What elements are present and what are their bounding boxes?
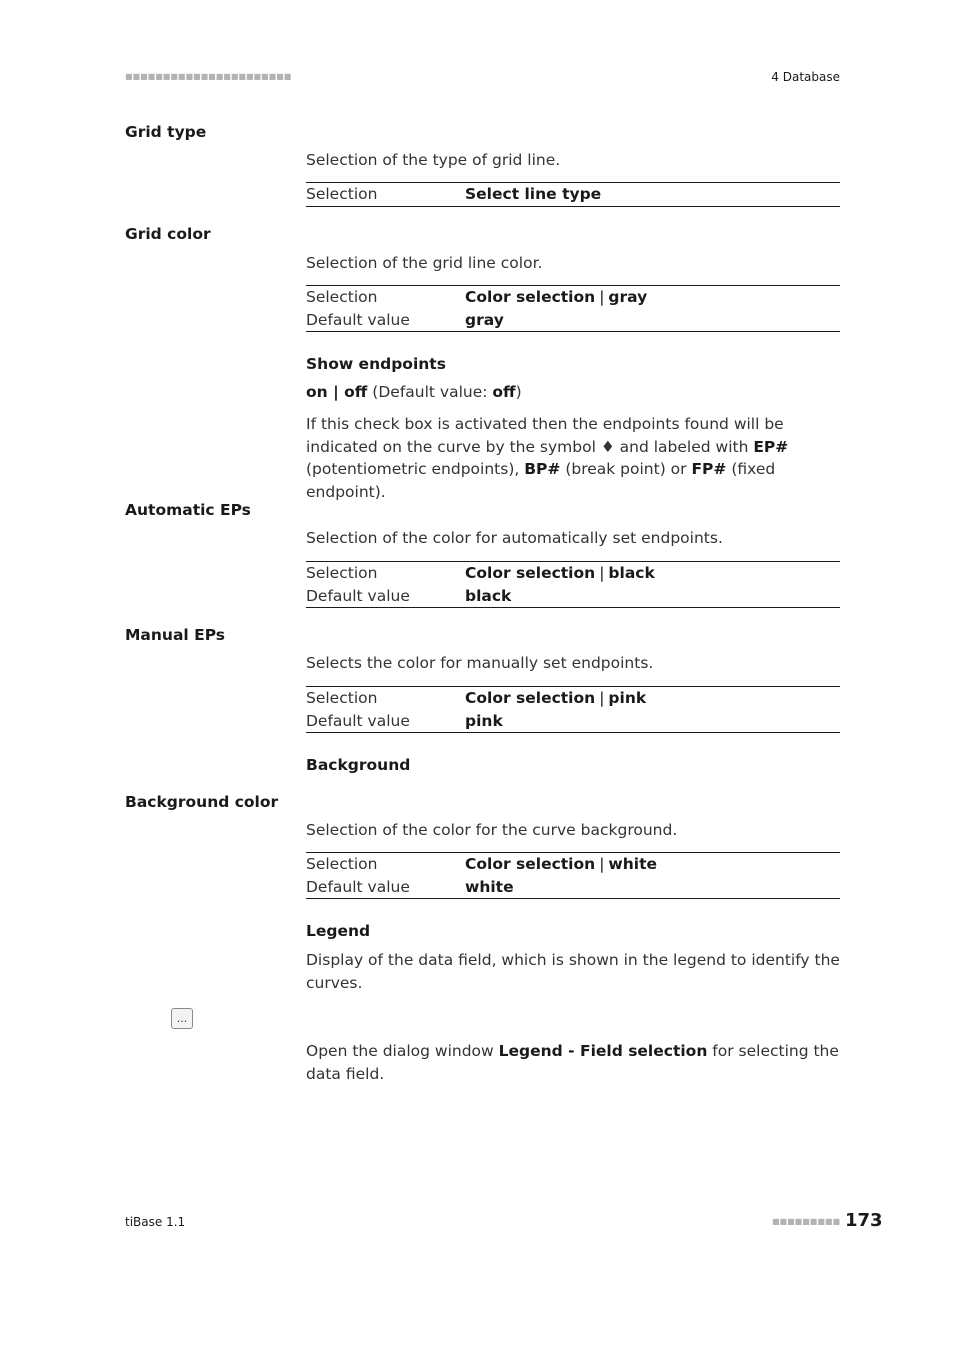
option-off: off	[344, 383, 368, 401]
option-separator: |	[327, 383, 345, 401]
spec-value: pink	[465, 711, 503, 730]
text-part: (potentiometric endpoints),	[306, 460, 525, 478]
show-endpoints-description	[306, 413, 841, 503]
ep-label: EP#	[753, 437, 789, 456]
spec-row-selection	[306, 286, 840, 309]
spec-key: Selection	[306, 288, 378, 306]
term-automatic-eps: Automatic EPs	[125, 501, 251, 519]
dialog-name: Legend - Field selection	[498, 1042, 708, 1060]
spec-row-selection	[306, 183, 840, 207]
show-endpoints-options	[306, 381, 841, 404]
grid-type-spec-table	[306, 182, 840, 207]
grid-type-description: Selection of the type of grid line.	[306, 151, 561, 169]
spec-value	[465, 853, 840, 876]
spec-value: black	[465, 586, 512, 605]
text-part: Open the dialog window	[306, 1042, 499, 1060]
spec-value	[465, 562, 840, 585]
automatic-eps-description: Selection of the color for automatically set endpoints.	[306, 529, 723, 547]
option-on: on	[306, 383, 328, 401]
spec-value-option: white	[608, 855, 658, 873]
spec-separator: |	[599, 855, 605, 873]
manual-eps-description: Selects the color for manually set endpoints.	[306, 654, 654, 672]
legend-button-description	[306, 1040, 841, 1085]
spec-row-default	[306, 876, 840, 899]
spec-value-main: Color selection	[465, 288, 596, 306]
default-value: off	[492, 383, 516, 401]
fp-label: FP#	[691, 460, 727, 478]
spec-separator: |	[599, 288, 605, 306]
text-part: (break point) or	[560, 460, 692, 478]
background-color-spec-table	[306, 852, 840, 899]
term-grid-type: Grid type	[125, 123, 207, 141]
automatic-eps-spec-table	[306, 561, 840, 608]
term-background-color: Background color	[125, 793, 279, 811]
spec-key: Default value	[306, 586, 410, 605]
spec-row-default	[306, 585, 840, 608]
spec-value-main: Color selection	[465, 855, 596, 873]
spec-row-selection	[306, 853, 840, 876]
spec-value-option: pink	[608, 689, 647, 707]
spec-value	[465, 286, 840, 309]
default-prefix: (Default value:	[367, 383, 493, 401]
spec-key: Default value	[306, 711, 410, 730]
spec-key: Default value	[306, 310, 410, 329]
spec-row-default	[306, 309, 840, 332]
spec-row-selection	[306, 562, 840, 585]
text-part: for selecting the data field.	[306, 1042, 839, 1083]
page-number: 173	[845, 1210, 883, 1231]
text-part: If this check box is activated then the endpoints found will be indicated on the curve by the symbol ♦ and labeled with	[306, 415, 784, 456]
default-suffix: )	[515, 383, 522, 401]
spec-row-selection	[306, 687, 840, 710]
chapter-title: 4 Database	[771, 70, 840, 84]
grid-color-description: Selection of the grid line color.	[306, 254, 543, 272]
header-decoration: ■■■■■■■■■■■■■■■■■■■■■■	[125, 72, 292, 81]
spec-value-option: gray	[608, 288, 648, 306]
spec-key: Selection	[306, 564, 378, 582]
spec-key: Selection	[306, 855, 378, 873]
spec-value-main: Color selection	[465, 564, 596, 582]
footer-decoration: ■■■■■■■■■	[772, 1217, 841, 1226]
spec-value: white	[465, 877, 514, 896]
spec-value-main: Color selection	[465, 689, 596, 707]
spec-separator: |	[599, 689, 605, 707]
spec-key: Selection	[306, 689, 378, 707]
grid-color-spec-table	[306, 285, 840, 332]
background-heading: Background	[306, 756, 411, 774]
spec-row-default	[306, 710, 840, 733]
background-color-description: Selection of the color for the curve background.	[306, 821, 678, 839]
legend-description: Display of the data field, which is shown in the legend to identify the curves.	[306, 951, 840, 992]
spec-key: Default value	[306, 877, 410, 896]
spec-value: gray	[465, 310, 504, 329]
legend-heading: Legend	[306, 922, 371, 940]
open-dialog-button[interactable]: ...	[171, 1008, 193, 1029]
spec-key: Selection	[306, 185, 378, 203]
spec-separator: |	[599, 564, 605, 582]
show-endpoints-heading: Show endpoints	[306, 355, 446, 373]
text-part: (fixed endpoint).	[306, 460, 776, 501]
manual-eps-spec-table	[306, 686, 840, 733]
spec-value: Select line type	[465, 185, 602, 203]
spec-value-option: black	[608, 564, 655, 582]
bp-label: BP#	[524, 460, 561, 478]
term-grid-color: Grid color	[125, 225, 211, 243]
term-manual-eps: Manual EPs	[125, 626, 226, 644]
spec-value	[465, 687, 840, 710]
footer-product: tiBase 1.1	[125, 1215, 186, 1229]
